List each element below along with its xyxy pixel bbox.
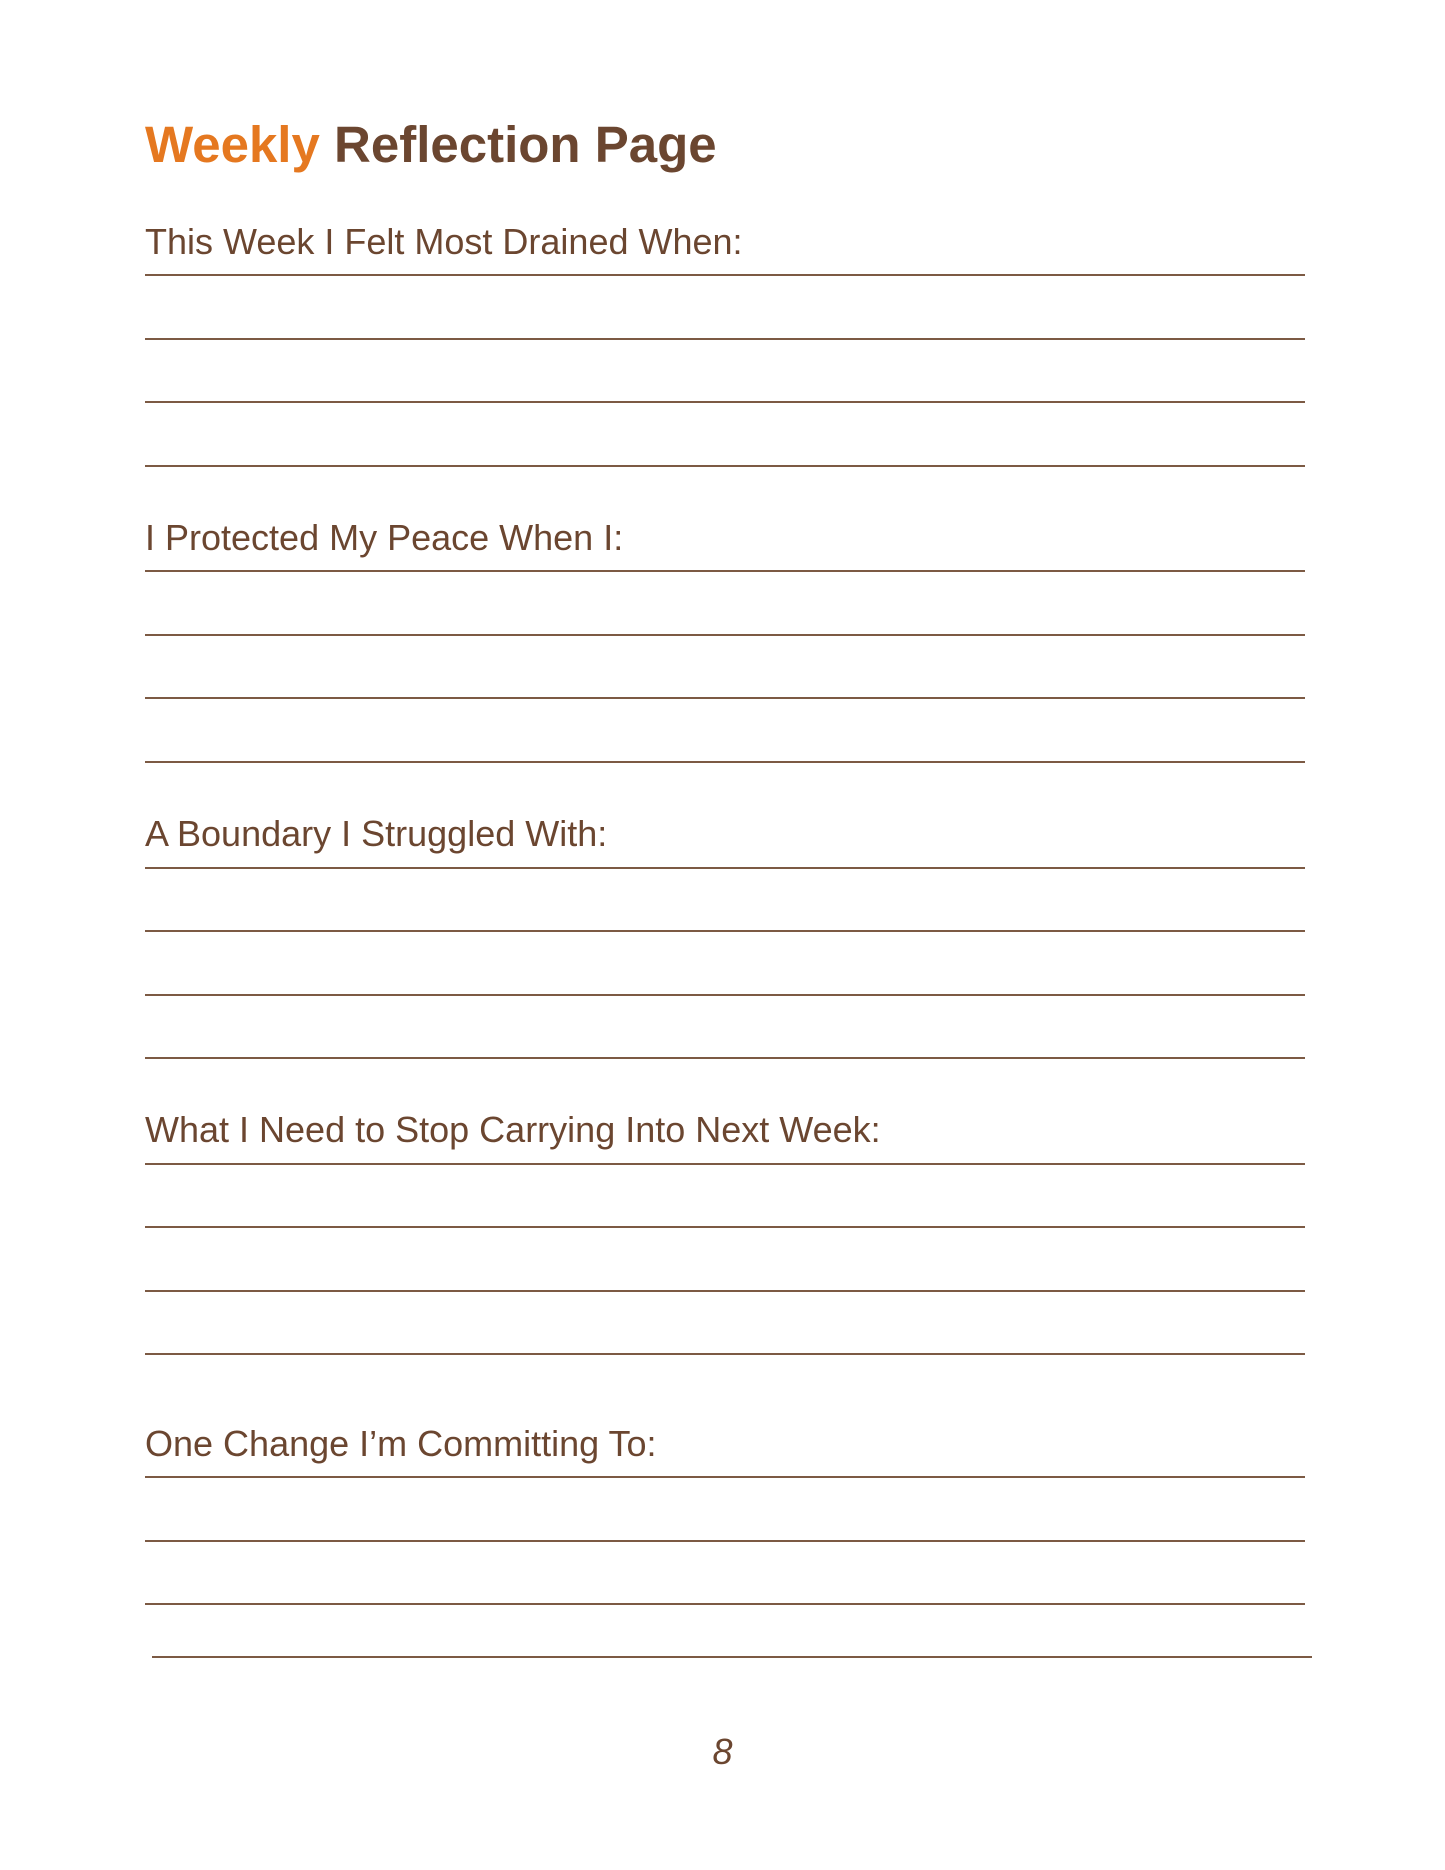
writing-line[interactable] <box>145 1163 1305 1165</box>
writing-line[interactable] <box>145 1226 1305 1228</box>
page-number: 8 <box>712 1731 733 1772</box>
writing-line[interactable] <box>145 867 1305 869</box>
writing-line[interactable] <box>145 1603 1305 1605</box>
section-label-stop-carrying: What I Need to Stop Carrying Into Next Week: <box>145 1109 881 1150</box>
writing-line[interactable] <box>145 401 1305 403</box>
section-label-drained: This Week I Felt Most Drained When: <box>145 221 743 262</box>
writing-line[interactable] <box>145 930 1305 932</box>
writing-line[interactable] <box>145 1476 1305 1478</box>
writing-line[interactable] <box>145 465 1305 467</box>
writing-line[interactable] <box>145 994 1305 996</box>
page-title-accent: Weekly <box>145 116 320 173</box>
writing-line[interactable] <box>145 1290 1305 1292</box>
writing-line[interactable] <box>145 338 1305 340</box>
writing-line[interactable] <box>145 570 1305 572</box>
section-label-protected-peace: I Protected My Peace When I: <box>145 517 624 558</box>
writing-line[interactable] <box>145 274 1305 276</box>
section-label-boundary: A Boundary I Struggled With: <box>145 813 608 854</box>
writing-line[interactable] <box>145 1057 1305 1059</box>
writing-line[interactable] <box>145 761 1305 763</box>
writing-line[interactable] <box>145 634 1305 636</box>
section-label-one-change: One Change I’m Committing To: <box>145 1423 657 1464</box>
writing-line[interactable] <box>145 697 1305 699</box>
writing-line[interactable] <box>145 1540 1305 1542</box>
page-title-rest: Reflection Page <box>334 116 717 173</box>
writing-line[interactable] <box>145 1353 1305 1355</box>
page-title <box>145 112 717 178</box>
writing-line[interactable] <box>152 1656 1312 1658</box>
